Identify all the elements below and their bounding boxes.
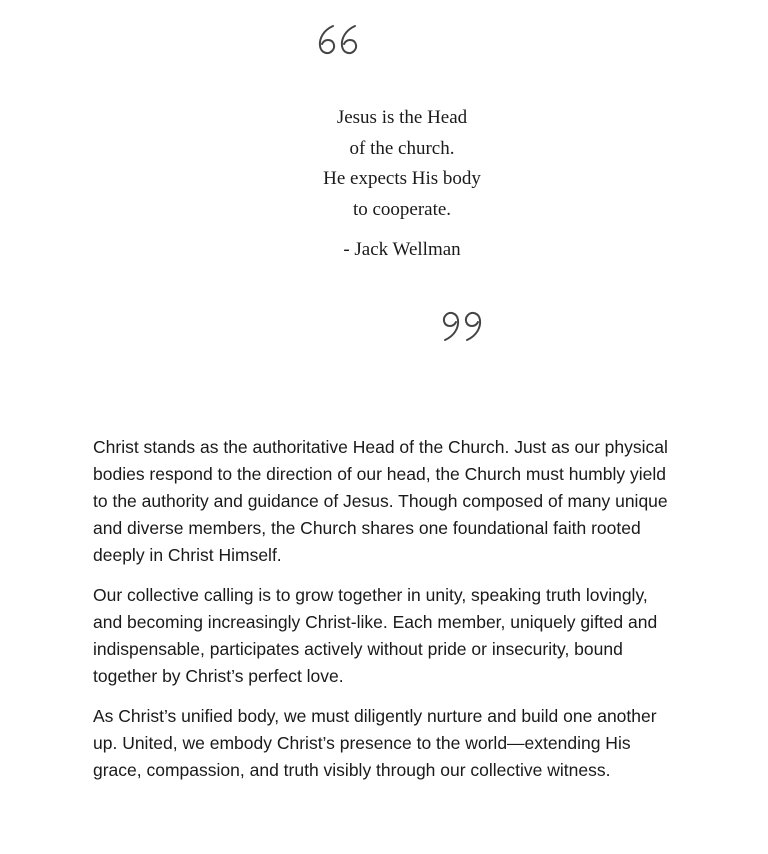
article-paragraph: Christ stands as the authoritative Head of the Church. Just as our physical bodies respond to the direction of our head, the Church must humbly yield to the authority and guidance of Jesus. Though composed of many unique and diverse members, the Church shares one foundational faith rooted deeply in Christ Himself. bbox=[93, 437, 668, 565]
open-quote-icon bbox=[316, 22, 364, 58]
article-paragraph: Our collective calling is to grow together in unity, speaking truth lovingly, and becoming increasingly Christ-like. Each member, uniquely gifted and indispensable, participates actively without pride or insecurity, bound together by Christ’s perfect love. bbox=[93, 585, 658, 686]
quote-line: to cooperate. bbox=[352, 198, 452, 220]
quote-line: He expects His body bbox=[323, 168, 481, 189]
quote-author: - Jack Wellman bbox=[343, 239, 461, 260]
close-quote-icon bbox=[436, 308, 484, 344]
article-paragraph: As Christ’s unified body, we must diligently nurture and build one another up. United, we embody Christ’s presence to the world—extending His grace, compassion, and truth visibly through our collective witness. bbox=[93, 706, 657, 780]
pull-quote bbox=[0, 0, 768, 380]
quote-line: Jesus is the Head bbox=[336, 107, 468, 128]
article-body bbox=[93, 434, 673, 797]
quote-line: of the church. bbox=[349, 137, 455, 159]
quote-text bbox=[250, 103, 554, 225]
